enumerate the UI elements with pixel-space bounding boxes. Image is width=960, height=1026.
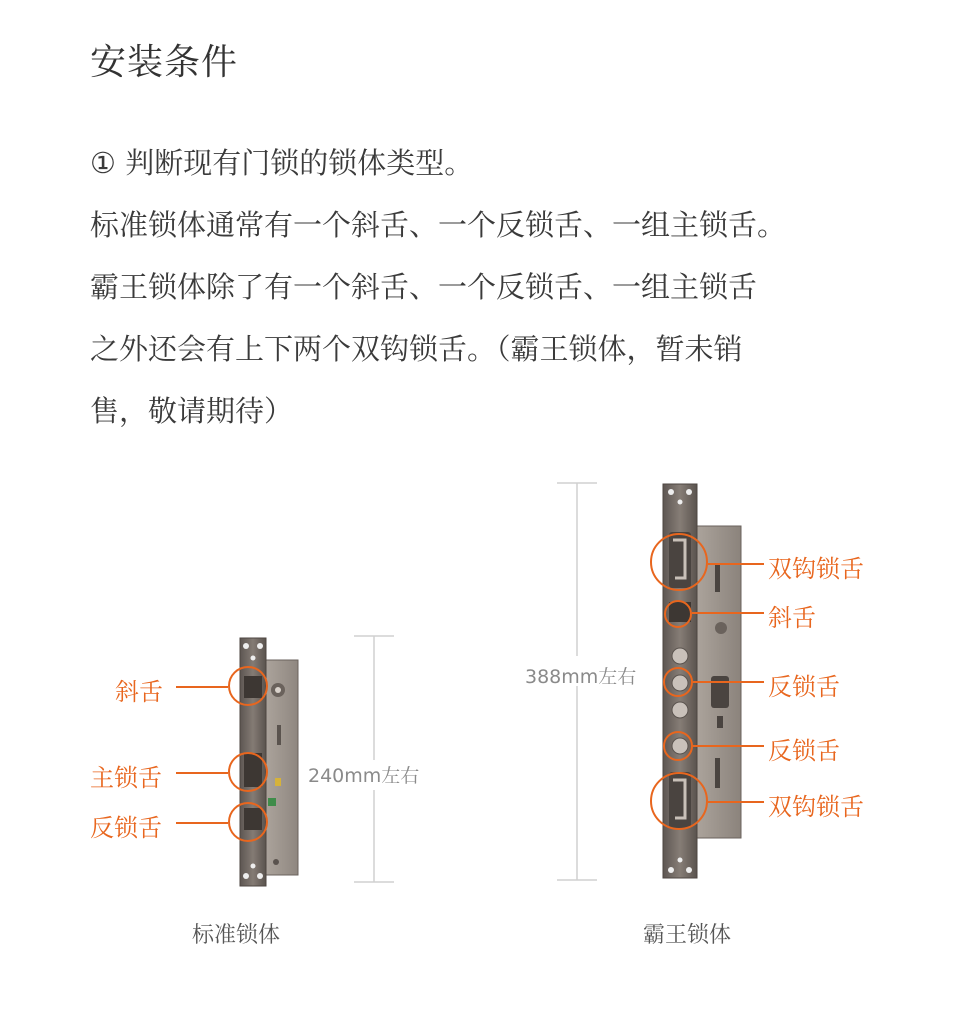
standard-lock-caption: 标准锁体 [192,923,281,948]
standard-lock-description: 标准锁体通常有一个斜舌、一个反锁舌、一组主锁舌。 [90,208,787,242]
overlord-latch-leader [692,612,764,614]
overlord-deadbolt-1-marker [663,667,693,697]
standard-main-bolt-leader [176,772,228,774]
overlord-top-hook-label: 双钩锁舌 [768,555,864,583]
standard-latch-leader [176,686,228,688]
standard-dimension-line [350,630,400,890]
overlord-lock-description-3: 售，敬请期待） [90,394,294,428]
overlord-top-hook-leader [708,563,764,565]
install-conditions-text [90,132,890,442]
overlord-bottom-hook-label: 双钩锁舌 [768,793,864,821]
section-title: 安装条件 [90,42,239,83]
overlord-dimension-text: 388mm左右 [525,666,637,688]
overlord-bottom-hook-leader [708,801,764,803]
standard-dimension-text: 240mm左右 [308,765,420,787]
overlord-deadbolt-1-leader [693,681,764,683]
overlord-latch-label: 斜舌 [768,604,816,632]
standard-deadbolt-marker [228,802,268,842]
step-1-text: ① 判断现有门锁的锁体类型。 [90,146,474,180]
overlord-deadbolt-2-leader [693,745,764,747]
overlord-lock-description-1: 霸王锁体除了有一个斜舌、一个反锁舌、一组主锁舌 [90,270,758,304]
overlord-top-hook-marker [650,533,708,591]
standard-latch-marker [228,666,268,706]
overlord-deadbolt-2-marker [663,731,693,761]
overlord-deadbolt-1-label: 反锁舌 [768,673,840,701]
standard-latch-label: 斜舌 [115,678,163,706]
standard-deadbolt-leader [176,822,228,824]
standard-deadbolt-label: 反锁舌 [90,814,162,842]
standard-main-bolt-marker [228,752,268,792]
standard-main-bolt-label: 主锁舌 [90,764,162,792]
overlord-latch-marker [664,600,692,628]
overlord-bottom-hook-marker [650,772,708,830]
overlord-lock-description-2: 之外还会有上下两个双钩锁舌。（霸王锁体，暂未销 [90,332,743,366]
overlord-lock-caption: 霸王锁体 [643,923,732,948]
overlord-deadbolt-2-label: 反锁舌 [768,737,840,765]
